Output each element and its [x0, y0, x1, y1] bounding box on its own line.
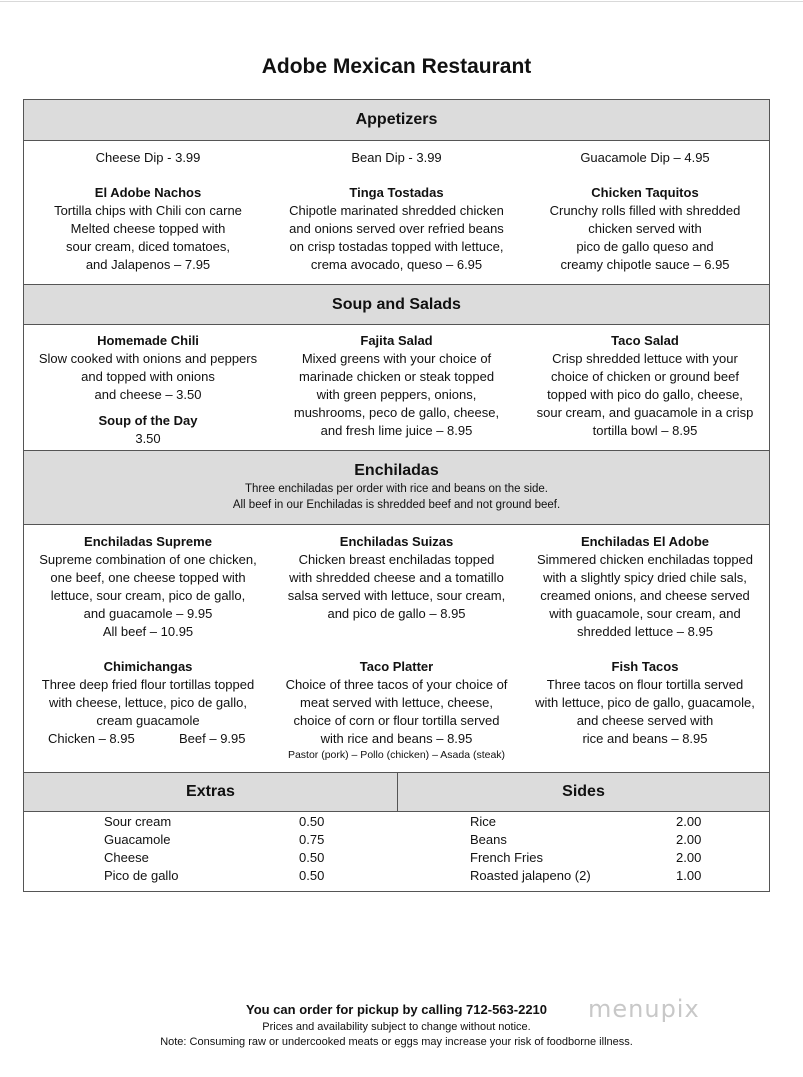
item-desc: Melted cheese topped with	[70, 221, 226, 236]
extras-list	[104, 813, 178, 885]
item-desc: All beef – 10.95	[102, 624, 194, 639]
item-name: Enchiladas Suizas	[339, 534, 454, 549]
item-desc: and cheese served with	[576, 713, 714, 728]
restaurant-title: Adobe Mexican Restaurant	[261, 55, 532, 78]
menu-item	[24, 658, 272, 748]
section-heading: Appetizers	[355, 111, 438, 128]
extra-name: Cheese	[104, 850, 149, 865]
item-desc: with green peppers, onions,	[316, 387, 477, 402]
item-desc: Supreme combination of one chicken,	[39, 552, 257, 567]
item-desc: with shredded cheese and a tomatillo	[289, 570, 504, 585]
extra-name: Sour cream	[104, 814, 172, 829]
menupix-watermark: menupix	[588, 995, 700, 1023]
dip-item: Cheese Dip - 3.99	[95, 150, 201, 165]
item-name: Fajita Salad	[360, 333, 433, 348]
item-desc: creamed onions, and cheese served	[540, 588, 750, 603]
item-desc: crema avocado, queso – 6.95	[310, 257, 483, 272]
section-note: Three enchiladas per order with rice and beans on the side.	[244, 483, 548, 495]
item-desc: topped with pico do gallo, cheese,	[547, 387, 743, 402]
menu-item	[521, 332, 769, 440]
side-price: 2.00	[676, 814, 702, 829]
item-name: Taco Salad	[611, 333, 679, 348]
menu-item	[521, 533, 769, 641]
pickup-phone: You can order for pickup by calling 712-563-2210	[245, 1002, 548, 1017]
item-desc: Crunchy rolls filled with shredded	[549, 203, 741, 218]
extras-heading: Extras	[186, 783, 235, 800]
extra-price: 0.75	[299, 832, 325, 847]
item-desc: cream guacamole	[96, 713, 200, 728]
extra-price: 0.50	[299, 814, 325, 829]
sides-prices	[676, 813, 701, 885]
item-desc: pico de gallo queso and	[576, 239, 714, 254]
extra-name: Pico de gallo	[104, 868, 179, 883]
item-desc: creamy chipotle sauce – 6.95	[560, 257, 730, 272]
menu-item	[272, 658, 521, 762]
menu-item	[272, 184, 521, 274]
extra-price: 0.50	[299, 850, 325, 865]
item-desc: with rice and beans – 8.95	[320, 731, 473, 746]
item-desc: sour cream, diced tomatoes,	[65, 239, 231, 254]
soups-header	[24, 284, 769, 325]
item-desc: marinade chicken or steak topped	[298, 369, 495, 384]
section-heading: Enchiladas	[354, 462, 439, 479]
menu-item	[272, 533, 521, 623]
extra-name: Guacamole	[104, 832, 171, 847]
item-name: Chicken Taquitos	[591, 185, 699, 200]
item-desc: and fresh lime juice – 8.95	[320, 423, 473, 438]
item-name: Fish Tacos	[611, 659, 679, 674]
menu-item	[24, 184, 272, 274]
side-price: 1.00	[676, 868, 702, 883]
item-desc: with a slightly spicy dried chile sals,	[543, 570, 747, 585]
item-desc: with cheese, lettuce, pico de gallo,	[48, 695, 247, 710]
item-desc: sour cream, and guacamole in a crisp	[536, 405, 754, 420]
price-disclaimer: Prices and availability subject to change without notice.	[262, 1021, 531, 1033]
item-price: 3.50	[135, 431, 161, 446]
enchiladas-header	[24, 450, 769, 525]
item-name: Tinga Tostadas	[349, 185, 444, 200]
item-name: Soup of the Day	[98, 413, 198, 428]
item-desc: one beef, one cheese topped with	[50, 570, 246, 585]
side-name: French Fries	[470, 850, 543, 865]
item-desc: Tortilla chips with Chili con carne	[54, 203, 242, 218]
item-desc: and cheese – 3.50	[94, 387, 202, 402]
item-desc: Chipotle marinated shredded chicken	[289, 203, 504, 218]
item-desc: with lettuce, pico de gallo, guacamole,	[535, 695, 755, 710]
item-desc: and Jalapenos – 7.95	[85, 257, 211, 272]
item-desc: and topped with onions	[81, 369, 215, 384]
item-desc: Slow cooked with onions and peppers	[38, 351, 258, 366]
item-desc: and onions served over refried beans	[289, 221, 504, 236]
menu-box	[23, 99, 770, 892]
item-desc: Chicken breast enchiladas topped	[298, 552, 495, 567]
section-heading: Soup and Salads	[332, 296, 461, 313]
extra-price: 0.50	[299, 868, 325, 883]
menu-item	[24, 533, 272, 641]
item-name: Enchiladas El Adobe	[580, 534, 710, 549]
section-note: All beef in our Enchiladas is shredded beef and not ground beef.	[232, 499, 561, 511]
price-row	[24, 730, 272, 748]
item-price: Chicken – 8.95	[48, 731, 135, 746]
menu-item	[521, 658, 769, 748]
item-desc: Three tacos on flour tortilla served	[546, 677, 744, 692]
menu-item	[521, 184, 769, 274]
item-desc: and pico de gallo – 8.95	[327, 606, 466, 621]
item-desc: Three deep fried flour tortillas topped	[41, 677, 255, 692]
item-desc: lettuce, sour cream, pico de gallo,	[50, 588, 246, 603]
extras-prices	[299, 813, 324, 885]
top-divider	[0, 1, 803, 2]
item-desc: and guacamole – 9.95	[83, 606, 213, 621]
item-desc: choice of corn or flour tortilla served	[293, 713, 500, 728]
item-desc: Choice of three tacos of your choice of	[285, 677, 508, 692]
item-desc: Mixed greens with your choice of	[301, 351, 492, 366]
dip-item: Guacamole Dip – 4.95	[580, 150, 710, 165]
item-desc: shredded lettuce – 8.95	[577, 624, 713, 639]
item-desc: Crisp shredded lettuce with your	[552, 351, 738, 366]
dip-item: Bean Dip - 3.99	[351, 150, 442, 165]
item-desc: chicken served with	[588, 221, 702, 236]
item-price: Beef – 9.95	[179, 731, 246, 746]
appetizers-header	[24, 100, 769, 141]
item-desc: Simmered chicken enchiladas topped	[536, 552, 754, 567]
menu-item	[272, 332, 521, 440]
item-desc: meat served with lettuce, cheese,	[300, 695, 493, 710]
item-desc: choice of chicken or ground beef	[551, 369, 739, 384]
side-name: Rice	[470, 814, 497, 829]
column-divider	[397, 772, 398, 812]
item-desc: tortilla bowl – 8.95	[592, 423, 698, 438]
item-desc: mushrooms, peco de gallo, cheese,	[293, 405, 500, 420]
item-desc: with guacamole, sour cream, and	[549, 606, 741, 621]
side-name: Roasted jalapeno (2)	[470, 868, 591, 883]
item-note: Pastor (pork) – Pollo (chicken) – Asada (steak)	[287, 749, 506, 761]
side-price: 2.00	[676, 850, 702, 865]
sides-list	[470, 813, 591, 885]
health-note: Note: Consuming raw or undercooked meats or eggs may increase your risk of foodborne illness.	[160, 1036, 633, 1048]
item-name: Chimichangas	[103, 659, 193, 674]
item-desc: rice and beans – 8.95	[582, 731, 708, 746]
side-price: 2.00	[676, 832, 702, 847]
sides-heading: Sides	[562, 783, 605, 800]
item-name: Taco Platter	[359, 659, 434, 674]
item-desc: on crisp tostadas topped with lettuce,	[289, 239, 504, 254]
item-name: Enchiladas Supreme	[84, 534, 212, 549]
side-name: Beans	[470, 832, 507, 847]
item-desc: salsa served with lettuce, sour cream,	[287, 588, 506, 603]
menu-item	[24, 332, 272, 448]
item-name: El Adobe Nachos	[94, 185, 202, 200]
item-name: Homemade Chili	[97, 333, 199, 348]
